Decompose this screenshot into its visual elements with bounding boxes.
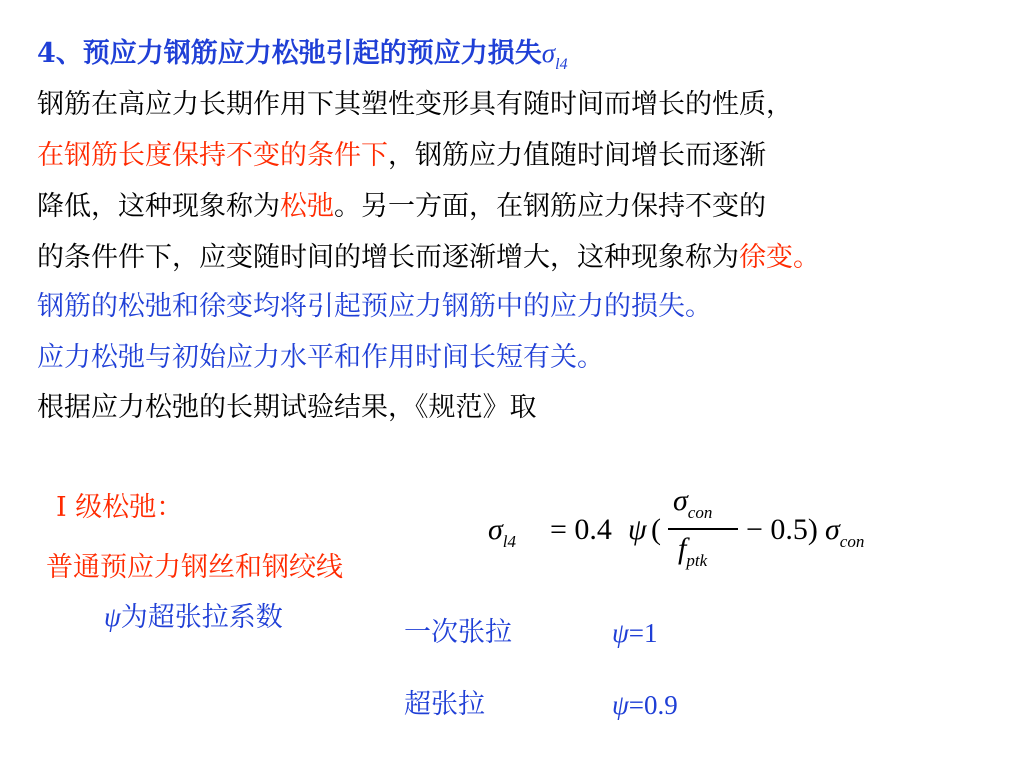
case-single-psi-symbol: ψ (612, 618, 629, 648)
heading-symbol: σ (541, 38, 556, 68)
case-over-psi-symbol: ψ (612, 690, 629, 720)
heading-subscript: l4 (555, 56, 568, 73)
paragraph-line-2-rest: ，钢筋应力值随时间增长而逐渐 (388, 140, 766, 171)
steel-type-label: 普通预应力钢丝和钢绞线 (46, 552, 343, 583)
case-single-tension-value (612, 618, 658, 649)
formula-rhs-sub: con (839, 532, 865, 551)
formula-lhs-symbol: σ (488, 513, 503, 546)
formula-den-sub: ptk (686, 551, 708, 570)
formula-psi: ψ (628, 513, 647, 546)
code-basis-line: 根据应力松弛的长期试验结果，《规范》取 (37, 392, 537, 423)
paragraph-line-3 (37, 192, 766, 222)
creep-term: 徐变。 (739, 242, 820, 273)
section-heading (37, 38, 568, 73)
grade-label: Ⅰ 级松弛： (56, 492, 184, 523)
case-overtension-value (612, 690, 678, 721)
formula-equals-coef: = 0.4 (550, 513, 612, 546)
psi-description-text: 为超张拉系数 (120, 602, 283, 633)
psi-description (104, 602, 283, 633)
case-single-tension-label: 一次张拉 (404, 617, 512, 648)
relaxation-term: 松弛 (280, 191, 334, 222)
formula-rhs-symbol: σ (825, 513, 840, 546)
paragraph-line-2 (37, 141, 766, 171)
formula-minus-part: − 0.5) (746, 513, 818, 546)
case-single-value: =1 (628, 618, 658, 648)
formula-num-sub: con (687, 503, 713, 522)
paragraph-line-3-a: 降低，这种现象称为 (37, 191, 280, 222)
formula-den-symbol: f (678, 532, 687, 565)
loss-statement: 钢筋的松弛和徐变均将引起预应力钢筋中的应力的损失。 (37, 291, 712, 322)
paragraph-line-4-a: 的条件件下，应变随时间的增长而逐渐增大，这种现象称为 (37, 242, 739, 273)
heading-number: 4、 (37, 38, 83, 69)
paragraph-line-3-b: 。另一方面，在钢筋应力保持不变的 (334, 191, 766, 222)
formula-num-symbol: σ (673, 484, 688, 517)
relaxation-factors-statement: 应力松弛与初始应力水平和作用时间长短有关。 (37, 342, 604, 373)
heading-text: 预应力钢筋应力松弛引起的预应力损失 (82, 38, 542, 69)
paragraph-line-4 (37, 243, 820, 273)
relaxation-loss-formula (488, 484, 888, 578)
psi-symbol: ψ (104, 602, 121, 632)
paragraph-line-1: 钢筋在高应力长期作用下其塑性变形具有随时间而增长的性质， (37, 89, 793, 120)
case-overtension-label: 超张拉 (404, 689, 485, 720)
fraction-bar (668, 528, 738, 530)
case-over-value: =0.9 (628, 690, 678, 720)
formula-lhs-sub: l4 (502, 532, 517, 551)
relaxation-condition-text: 在钢筋长度保持不变的条件下 (37, 140, 388, 171)
formula-open-paren: ( (651, 513, 661, 546)
